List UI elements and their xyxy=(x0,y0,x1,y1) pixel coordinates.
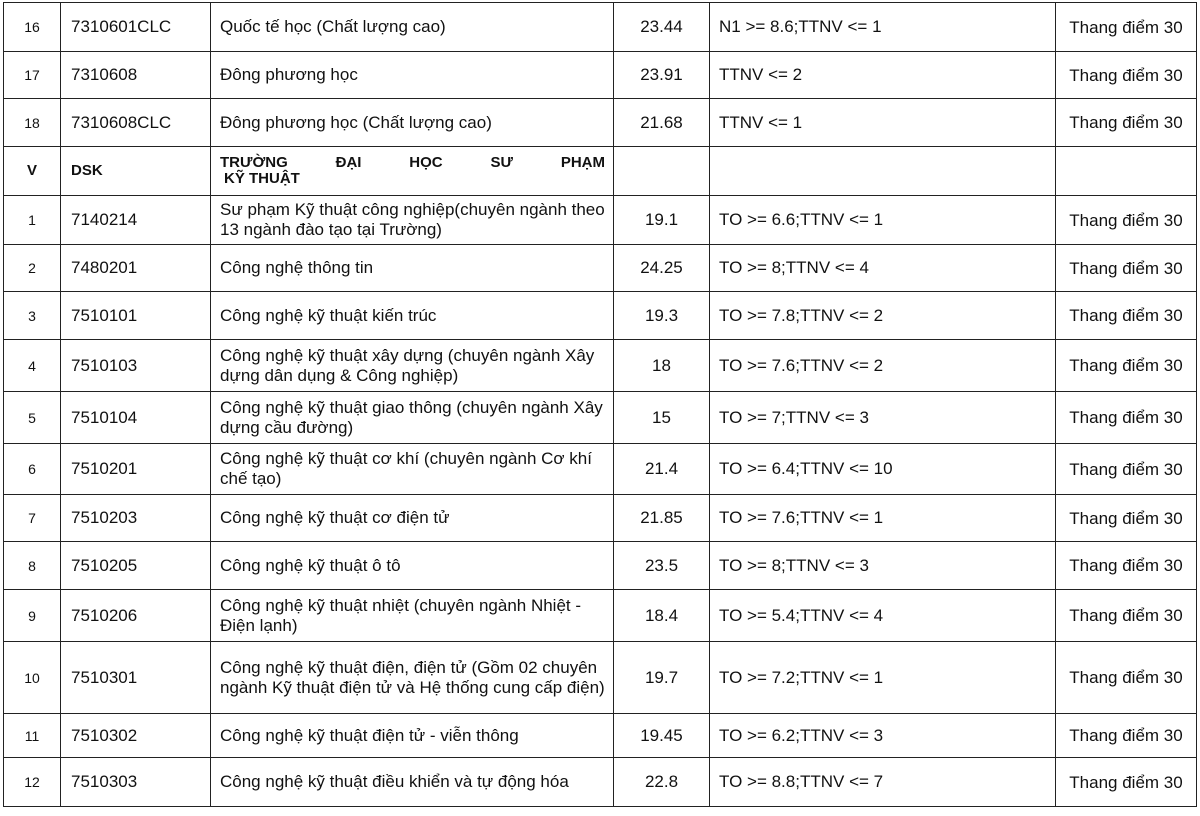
row-score: 19.45 xyxy=(614,714,710,758)
row-note: Thang điểm 30 xyxy=(1056,542,1197,590)
row-name: Công nghệ kỹ thuật điều khiển và tự động hóa xyxy=(211,758,614,807)
row-name: Công nghệ kỹ thuật điện, điện tử (Gồm 02 chuyên ngành Kỹ thuật điện tử và Hệ thống cung cấp điện) xyxy=(211,642,614,714)
table-body-lower xyxy=(4,196,1197,807)
table-row xyxy=(4,495,1197,542)
row-code: 7310601CLC xyxy=(61,3,211,52)
row-stt: 9 xyxy=(4,590,61,642)
row-name: Công nghệ kỹ thuật xây dựng (chuyên ngành Xây dựng dân dụng & Công nghiệp) xyxy=(211,340,614,392)
row-stt: 18 xyxy=(4,99,61,147)
row-note: Thang điểm 30 xyxy=(1056,196,1197,245)
table-row xyxy=(4,444,1197,495)
row-name: Công nghệ kỹ thuật giao thông (chuyên ngành Xây dựng cầu đường) xyxy=(211,392,614,444)
row-score: 23.5 xyxy=(614,542,710,590)
row-name: Công nghệ kỹ thuật ô tô xyxy=(211,542,614,590)
section-header-row xyxy=(4,147,1197,196)
table-row xyxy=(4,542,1197,590)
row-score: 18 xyxy=(614,340,710,392)
section-note xyxy=(1056,147,1197,196)
row-code: 7510303 xyxy=(61,758,211,807)
row-name: Đông phương học (Chất lượng cao) xyxy=(211,99,614,147)
row-note: Thang điểm 30 xyxy=(1056,495,1197,542)
row-score: 15 xyxy=(614,392,710,444)
row-condition: TO >= 8;TTNV <= 3 xyxy=(710,542,1056,590)
row-condition: TO >= 6.4;TTNV <= 10 xyxy=(710,444,1056,495)
row-condition: TO >= 7.2;TTNV <= 1 xyxy=(710,642,1056,714)
table-row xyxy=(4,340,1197,392)
row-name: Công nghệ kỹ thuật cơ khí (chuyên ngành Cơ khí chế tạo) xyxy=(211,444,614,495)
row-score: 19.3 xyxy=(614,292,710,340)
row-note: Thang điểm 30 xyxy=(1056,340,1197,392)
row-note: Thang điểm 30 xyxy=(1056,3,1197,52)
table-row xyxy=(4,196,1197,245)
table-row xyxy=(4,52,1197,99)
section-cond xyxy=(710,147,1056,196)
row-code: 7510201 xyxy=(61,444,211,495)
row-code: 7510103 xyxy=(61,340,211,392)
row-code: 7140214 xyxy=(61,196,211,245)
row-condition: TO >= 7;TTNV <= 3 xyxy=(710,392,1056,444)
admission-score-table xyxy=(3,2,1197,807)
table-body-upper xyxy=(4,3,1197,147)
row-code: 7310608 xyxy=(61,52,211,99)
table-row xyxy=(4,714,1197,758)
row-note: Thang điểm 30 xyxy=(1056,590,1197,642)
row-note: Thang điểm 30 xyxy=(1056,245,1197,292)
row-condition: TTNV <= 1 xyxy=(710,99,1056,147)
row-stt: 7 xyxy=(4,495,61,542)
section-name-line1: TRƯỜNG ĐẠI HỌC SƯ PHẠM xyxy=(220,154,605,171)
row-note: Thang điểm 30 xyxy=(1056,52,1197,99)
row-stt: 16 xyxy=(4,3,61,52)
row-name: Đông phương học xyxy=(211,52,614,99)
row-note: Thang điểm 30 xyxy=(1056,99,1197,147)
row-condition: TO >= 8.8;TTNV <= 7 xyxy=(710,758,1056,807)
row-code: 7510301 xyxy=(61,642,211,714)
row-name: Quốc tế học (Chất lượng cao) xyxy=(211,3,614,52)
row-stt: 17 xyxy=(4,52,61,99)
row-condition: TO >= 7.6;TTNV <= 1 xyxy=(710,495,1056,542)
row-stt: 11 xyxy=(4,714,61,758)
row-condition: TO >= 7.6;TTNV <= 2 xyxy=(710,340,1056,392)
table-row xyxy=(4,292,1197,340)
row-code: 7510302 xyxy=(61,714,211,758)
row-score: 21.85 xyxy=(614,495,710,542)
row-note: Thang điểm 30 xyxy=(1056,444,1197,495)
row-score: 23.44 xyxy=(614,3,710,52)
table-row xyxy=(4,642,1197,714)
row-stt: 5 xyxy=(4,392,61,444)
row-name: Sư phạm Kỹ thuật công nghiệp(chuyên ngành theo 13 ngành đào tạo tại Trường) xyxy=(211,196,614,245)
row-code: 7510206 xyxy=(61,590,211,642)
row-code: 7510205 xyxy=(61,542,211,590)
row-score: 19.7 xyxy=(614,642,710,714)
row-note: Thang điểm 30 xyxy=(1056,292,1197,340)
row-score: 21.68 xyxy=(614,99,710,147)
section-score xyxy=(614,147,710,196)
section-name xyxy=(211,147,614,196)
section-stt: V xyxy=(4,147,61,196)
row-note: Thang điểm 30 xyxy=(1056,758,1197,807)
row-score: 19.1 xyxy=(614,196,710,245)
table-row xyxy=(4,758,1197,807)
section-name-line2: KỸ THUẬT xyxy=(224,170,300,187)
row-stt: 1 xyxy=(4,196,61,245)
row-stt: 6 xyxy=(4,444,61,495)
row-stt: 3 xyxy=(4,292,61,340)
section-header-group xyxy=(4,147,1197,196)
row-code: 7510101 xyxy=(61,292,211,340)
table-row xyxy=(4,392,1197,444)
row-score: 24.25 xyxy=(614,245,710,292)
row-stt: 8 xyxy=(4,542,61,590)
row-note: Thang điểm 30 xyxy=(1056,642,1197,714)
row-name: Công nghệ kỹ thuật kiến trúc xyxy=(211,292,614,340)
row-note: Thang điểm 30 xyxy=(1056,392,1197,444)
section-code: DSK xyxy=(61,147,211,196)
row-condition: TTNV <= 2 xyxy=(710,52,1056,99)
row-name: Công nghệ thông tin xyxy=(211,245,614,292)
row-code: 7510104 xyxy=(61,392,211,444)
row-name: Công nghệ kỹ thuật cơ điện tử xyxy=(211,495,614,542)
row-name: Công nghệ kỹ thuật điện tử - viễn thông xyxy=(211,714,614,758)
row-name: Công nghệ kỹ thuật nhiệt (chuyên ngành Nhiệt - Điện lạnh) xyxy=(211,590,614,642)
row-stt: 4 xyxy=(4,340,61,392)
row-condition: N1 >= 8.6;TTNV <= 1 xyxy=(710,3,1056,52)
table-row xyxy=(4,99,1197,147)
table-row xyxy=(4,590,1197,642)
row-score: 18.4 xyxy=(614,590,710,642)
row-score: 23.91 xyxy=(614,52,710,99)
row-code: 7480201 xyxy=(61,245,211,292)
row-code: 7310608CLC xyxy=(61,99,211,147)
row-score: 21.4 xyxy=(614,444,710,495)
row-stt: 2 xyxy=(4,245,61,292)
row-condition: TO >= 7.8;TTNV <= 2 xyxy=(710,292,1056,340)
row-stt: 12 xyxy=(4,758,61,807)
row-code: 7510203 xyxy=(61,495,211,542)
table-row xyxy=(4,245,1197,292)
row-condition: TO >= 6.2;TTNV <= 3 xyxy=(710,714,1056,758)
table-row xyxy=(4,3,1197,52)
row-condition: TO >= 5.4;TTNV <= 4 xyxy=(710,590,1056,642)
row-condition: TO >= 6.6;TTNV <= 1 xyxy=(710,196,1056,245)
row-score: 22.8 xyxy=(614,758,710,807)
row-note: Thang điểm 30 xyxy=(1056,714,1197,758)
row-condition: TO >= 8;TTNV <= 4 xyxy=(710,245,1056,292)
row-stt: 10 xyxy=(4,642,61,714)
